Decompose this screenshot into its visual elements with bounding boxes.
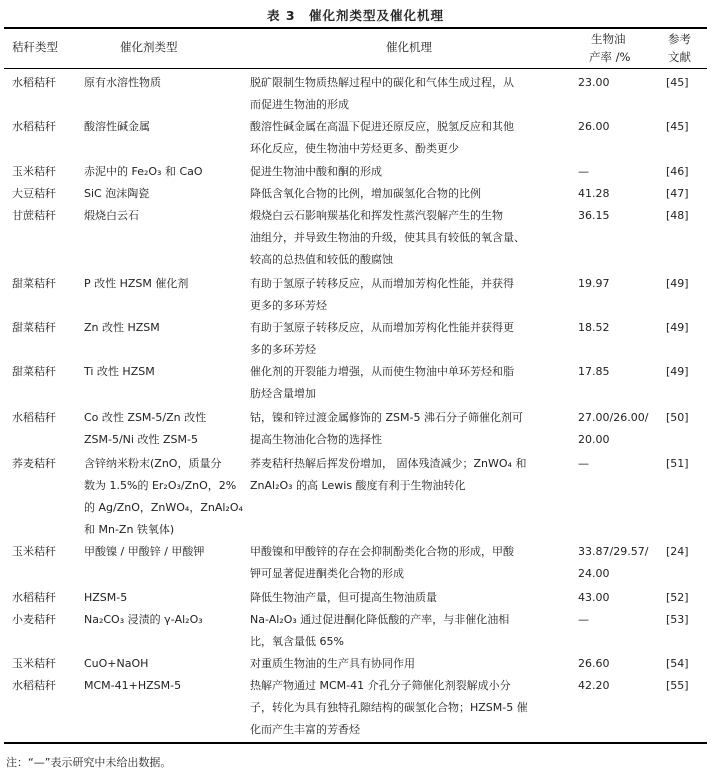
cell-catalyst-type: 数为 1.5%的 Er₂O₃/ZnO，2%: [84, 479, 237, 492]
cell-mechanism: 煅烧白云石影响羰基化和挥发性蒸汽裂解产生的生物: [250, 209, 503, 222]
cell-reference: [53]: [666, 613, 689, 626]
cell-yield: 26.00: [578, 120, 610, 133]
table-note: 注：“—”表示研究中未给出数据。: [6, 756, 172, 769]
cell-reference: [55]: [666, 679, 689, 692]
cell-mechanism: 比，氧含量低 65%: [250, 635, 344, 648]
cell-yield: —: [578, 613, 589, 626]
bottom-rule: [4, 742, 707, 744]
cell-reference: [49]: [666, 321, 689, 334]
cell-catalyst-type: Ti 改性 HZSM: [84, 365, 155, 378]
cell-straw-type: 大豆秸秆: [12, 187, 56, 200]
cell-yield: 24.00: [578, 567, 610, 580]
cell-catalyst-type: 的 Ag/ZnO，ZnWO₄，ZnAl₂O₄: [84, 501, 243, 514]
cell-mechanism: 对重质生物油的生产具有协同作用: [250, 657, 415, 670]
cell-yield: 33.87/29.57/: [578, 545, 649, 558]
cell-catalyst-type: Zn 改性 HZSM: [84, 321, 160, 334]
cell-mechanism: 有助于氢原子转移反应，从而增加芳构化性能并获得更: [250, 321, 514, 334]
header-catalyst-type: 催化剂类型: [120, 40, 178, 54]
cell-reference: [49]: [666, 277, 689, 290]
cell-mechanism: 肪烃含量增加: [250, 387, 316, 400]
cell-catalyst-type: P 改性 HZSM 催化剂: [84, 277, 189, 290]
cell-mechanism: 荞麦秸秆热解后挥发份增加， 固体残渣减少；ZnWO₄ 和: [250, 457, 527, 470]
cell-reference: [52]: [666, 591, 689, 604]
cell-mechanism: 催化剂的开裂能力增强，从而使生物油中单环芳烃和脂: [250, 365, 514, 378]
cell-mechanism: 甲酸镍和甲酸锌的存在会抑制酚类化合物的形成，甲酸: [250, 545, 514, 558]
cell-yield: 43.00: [578, 591, 610, 604]
cell-straw-type: 玉米秸秆: [12, 165, 56, 178]
cell-reference: [45]: [666, 120, 689, 133]
table-title: 表 3 催化剂类型及催化机理: [266, 8, 445, 23]
cell-yield: 19.97: [578, 277, 610, 290]
cell-reference: [49]: [666, 365, 689, 378]
cell-reference: [51]: [666, 457, 689, 470]
cell-catalyst-type: 煅烧白云石: [84, 209, 139, 222]
header-ref-line1: 参考: [668, 32, 691, 46]
cell-mechanism: 子，转化为具有独特孔隙结构的碳氢化合物；HZSM-5 催: [250, 701, 528, 714]
cell-mechanism: 多的多环芳烃: [250, 343, 316, 356]
header-mechanism: 催化机理: [386, 40, 432, 54]
cell-straw-type: 水稻秸秆: [12, 679, 56, 692]
cell-catalyst-type: 赤泥中的 Fe₂O₃ 和 CaO: [84, 165, 203, 178]
cell-reference: [24]: [666, 545, 689, 558]
cell-yield: 17.85: [578, 365, 610, 378]
cell-catalyst-type: ZSM-5/Ni 改性 ZSM-5: [84, 433, 198, 446]
cell-yield: —: [578, 457, 589, 470]
top-rule: [4, 27, 707, 29]
header-ref-line2: 文献: [668, 50, 691, 64]
cell-mechanism: 提高生物油化合物的选择性: [250, 433, 382, 446]
cell-straw-type: 水稻秸秆: [12, 411, 56, 424]
cell-straw-type: 荞麦秸秆: [12, 457, 56, 470]
header-yield-line2: 产率 /%: [589, 50, 631, 64]
cell-reference: [54]: [666, 657, 689, 670]
cell-mechanism: ZnAl₂O₃ 的高 Lewis 酸度有利于生物油转化: [250, 479, 466, 492]
cell-catalyst-type: CuO+NaOH: [84, 657, 149, 670]
cell-mechanism: 酸溶性碱金属在高温下促进还原反应，脱氢反应和其他: [250, 120, 514, 133]
cell-yield: 27.00/26.00/: [578, 411, 649, 424]
cell-catalyst-type: Na₂CO₃ 浸渍的 γ-Al₂O₃: [84, 613, 203, 626]
cell-mechanism: 化而产生丰富的芳香烃: [250, 723, 360, 736]
cell-catalyst-type: 酸溶性碱金属: [84, 120, 150, 133]
cell-yield: 36.15: [578, 209, 610, 222]
cell-yield: 18.52: [578, 321, 610, 334]
cell-straw-type: 玉米秸秆: [12, 545, 56, 558]
cell-mechanism: 钴，镍和锌过渡金属修饰的 ZSM-5 沸石分子筛催化剂可: [250, 411, 523, 424]
cell-straw-type: 甜菜秸秆: [12, 321, 56, 334]
cell-catalyst-type: MCM-41+HZSM-5: [84, 679, 182, 692]
cell-catalyst-type: 和 Mn-Zn 铁氧体): [84, 523, 175, 536]
cell-straw-type: 小麦秸秆: [12, 613, 56, 626]
cell-yield: 41.28: [578, 187, 610, 200]
cell-catalyst-type: 含锌纳米粉末(ZnO，质量分: [84, 457, 222, 470]
cell-catalyst-type: 甲酸镍 / 甲酸锌 / 甲酸钾: [84, 545, 205, 558]
cell-mechanism: 有助于氢原子转移反应，从而增加芳构化性能，并获得: [250, 277, 514, 290]
cell-straw-type: 甜菜秸秆: [12, 277, 56, 290]
cell-catalyst-type: SiC 泡沫陶瓷: [84, 187, 150, 200]
cell-catalyst-type: 原有水溶性物质: [84, 76, 161, 89]
cell-mechanism: Na-Al₂O₃ 通过促进酮化降低酸的产率，与非催化油相: [250, 613, 510, 626]
cell-mechanism: 更多的多环芳烃: [250, 299, 327, 312]
header-rule: [4, 68, 707, 69]
cell-yield: 23.00: [578, 76, 610, 89]
cell-mechanism: 环化反应，使生物油中芳烃更多、酚类更少: [250, 142, 459, 155]
cell-mechanism: 脱矿限制生物质热解过程中的碳化和气体生成过程，从: [250, 76, 514, 89]
cell-straw-type: 水稻秸秆: [12, 120, 56, 133]
header-straw-type: 秸秆类型: [12, 40, 58, 54]
cell-reference: [48]: [666, 209, 689, 222]
cell-mechanism: 油组分，并导致生物油的升级，使其具有较低的氧含量、: [250, 231, 525, 244]
cell-reference: [45]: [666, 76, 689, 89]
cell-mechanism: 钾可显著促进酮类化合物的形成: [250, 567, 404, 580]
cell-catalyst-type: HZSM-5: [84, 591, 128, 604]
cell-straw-type: 玉米秸秆: [12, 657, 56, 670]
cell-straw-type: 甘蔗秸秆: [12, 209, 56, 222]
cell-yield: —: [578, 165, 589, 178]
cell-mechanism: 较高的总热值和较低的酸腐蚀: [250, 253, 393, 266]
cell-reference: [46]: [666, 165, 689, 178]
cell-mechanism: 降低生物油产量，但可提高生物油质量: [250, 591, 437, 604]
cell-yield: 42.20: [578, 679, 610, 692]
cell-mechanism: 热解产物通过 MCM-41 介孔分子筛催化剂裂解成小分: [250, 679, 511, 692]
cell-reference: [47]: [666, 187, 689, 200]
cell-catalyst-type: Co 改性 ZSM-5/Zn 改性: [84, 411, 207, 424]
cell-mechanism: 促进生物油中酸和酮的形成: [250, 165, 382, 178]
cell-straw-type: 水稻秸秆: [12, 76, 56, 89]
cell-yield: 20.00: [578, 433, 610, 446]
header-yield-line1: 生物油: [591, 32, 626, 46]
cell-straw-type: 甜菜秸秆: [12, 365, 56, 378]
cell-yield: 26.60: [578, 657, 610, 670]
cell-straw-type: 水稻秸秆: [12, 591, 56, 604]
cell-reference: [50]: [666, 411, 689, 424]
cell-mechanism: 而促进生物油的形成: [250, 98, 349, 111]
cell-mechanism: 降低含氧化合物的比例，增加碳氢化合物的比例: [250, 187, 481, 200]
